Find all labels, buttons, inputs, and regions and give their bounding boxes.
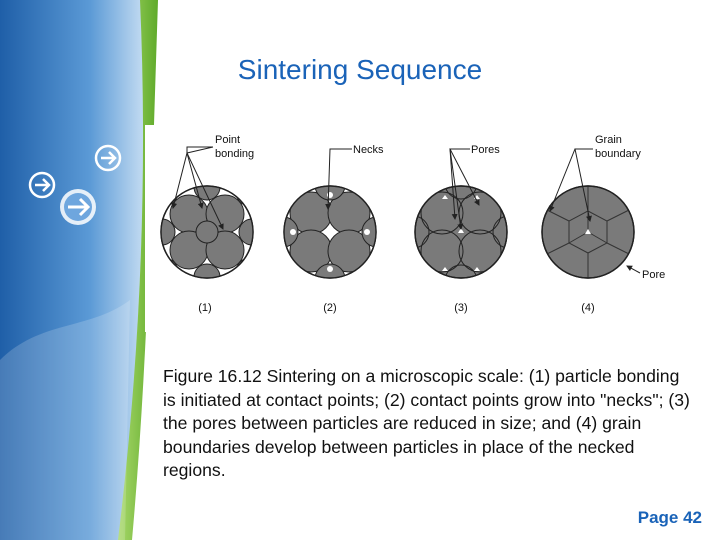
stage-label-4: (4)	[581, 302, 595, 314]
sintering-figure	[145, 125, 690, 332]
label-bonding: bonding	[215, 148, 255, 160]
stage-1-particles	[149, 174, 265, 290]
page-number: Page 42	[637, 508, 702, 527]
label-grain: Grain	[595, 134, 622, 146]
figure-caption: Figure 16.12 Sintering on a microscopic scale: (1) particle bonding is initiated at contact points; (2) contact points grow into "necks"; (3) the pores between particles are reduced in size; and (4) grain boundaries develop between particles in place of the necked regions.	[163, 366, 690, 480]
label-point: Point	[215, 134, 241, 146]
stage-4-particles	[542, 186, 634, 278]
stage-3-particles	[397, 167, 525, 297]
stage-label-3: (3)	[454, 302, 468, 314]
stage-label-1: (1)	[198, 302, 212, 314]
label-pore: Pore	[642, 269, 666, 281]
slide-title: Sintering Sequence	[237, 54, 483, 85]
stage-2-particles	[268, 170, 392, 294]
label-boundary: boundary	[595, 148, 641, 160]
label-pores: Pores	[471, 144, 500, 156]
stage-label-2: (2)	[323, 302, 337, 314]
arrow-circle-icon	[60, 189, 96, 225]
label-necks: Necks	[353, 144, 384, 156]
